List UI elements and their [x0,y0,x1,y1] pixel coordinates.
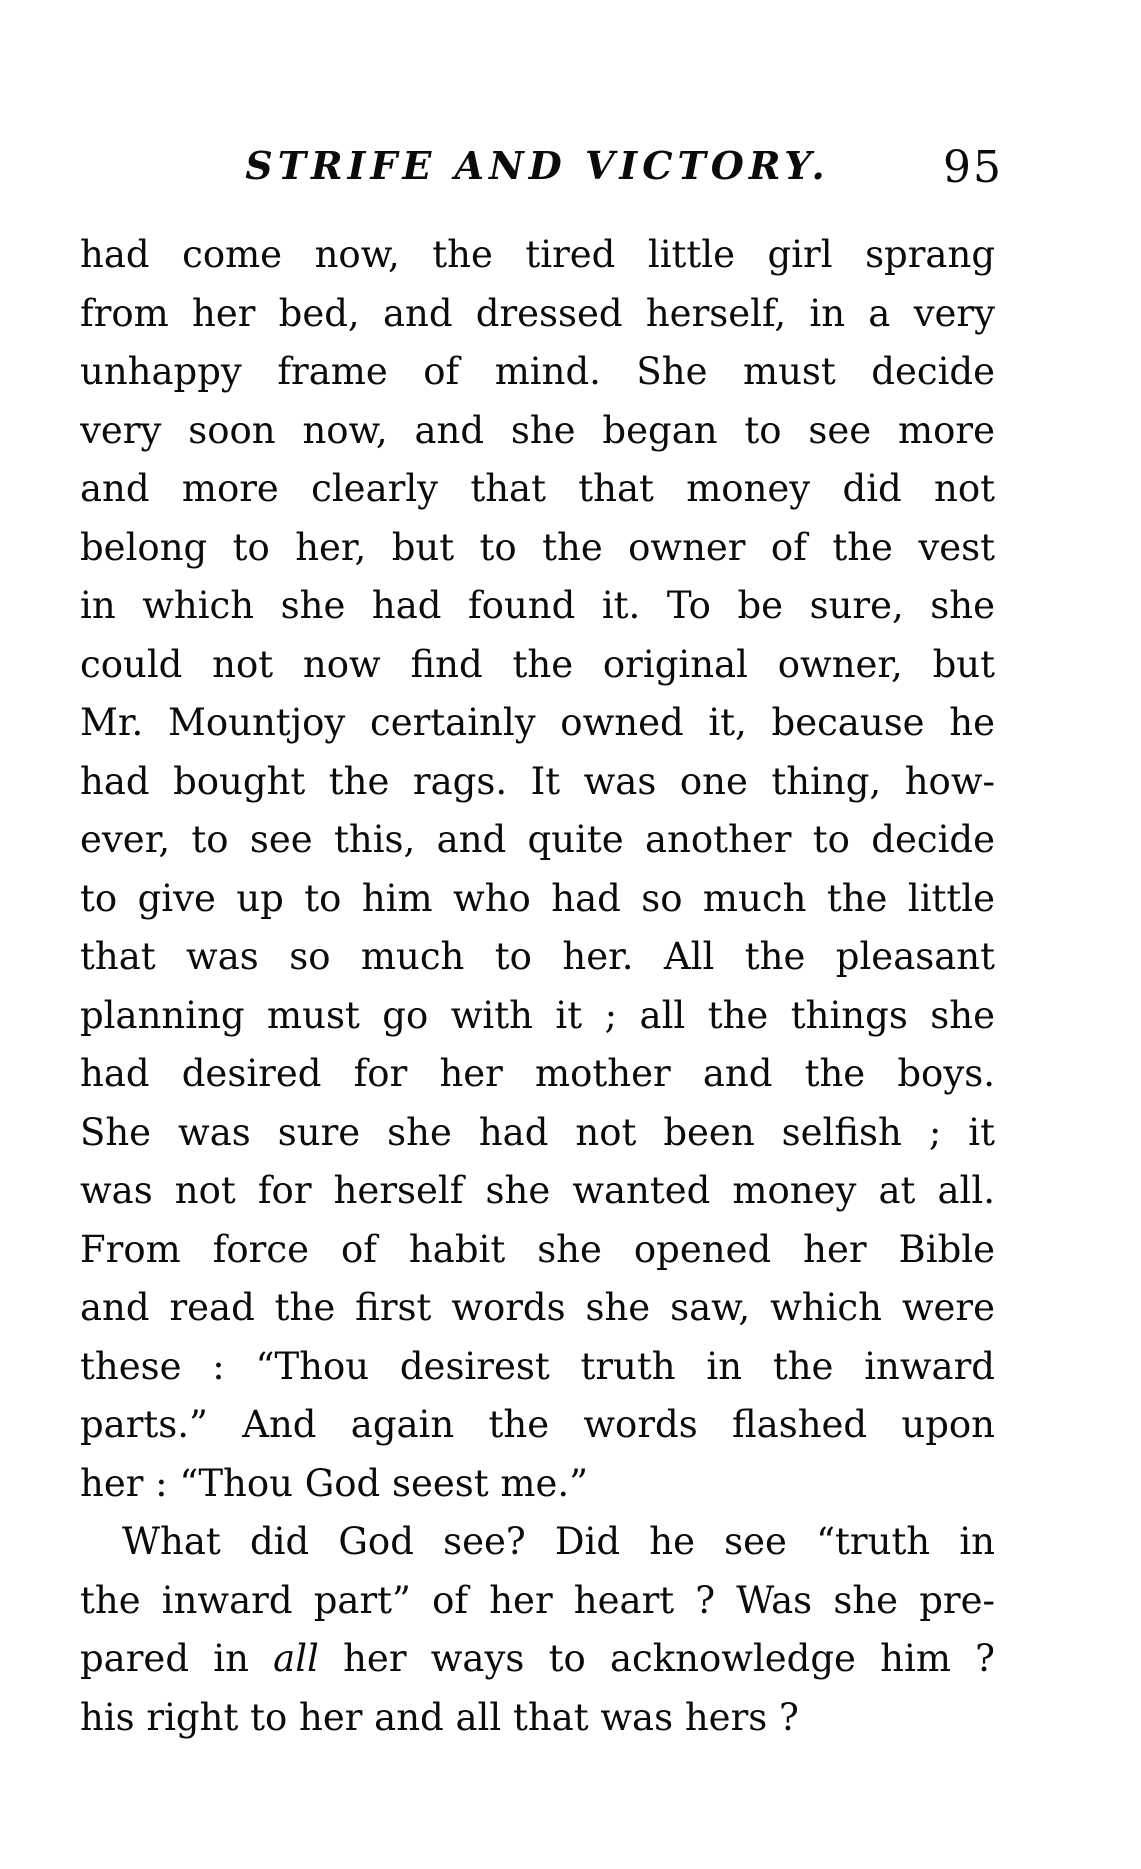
text-line [80,1338,995,1397]
text-line [80,226,995,285]
text-segment: What did God see? Did he see “truth in [122,1520,995,1563]
text-line [80,577,995,636]
text-line [80,870,995,929]
text-segment: pared in [80,1637,274,1680]
text-line [80,636,995,695]
text-segment: had come now, the tired little girl sprang [80,233,995,276]
text-segment: very soon now, and she began to see more [80,408,995,452]
text-segment: had desired for her mother and the boys. [80,1052,995,1095]
text-segment: ever, to see this, and quite another to decide [80,818,995,861]
text-line [80,1455,995,1514]
text-line [80,1104,995,1163]
text-segment: her ways to acknowledge him ? [318,1637,995,1680]
text-line [80,928,995,987]
text-line [80,1279,995,1338]
text-line [80,343,995,402]
text-segment: unhappy frame of mind. She must decide [80,350,995,393]
text-line [80,1045,995,1104]
text-segment: could not now find the original owner, but [80,642,995,686]
text-line [80,402,995,461]
text-line [80,519,995,578]
text-segment: had bought the rags. It was one thing, how- [80,759,995,803]
text-line [80,285,995,344]
text-line [80,811,995,870]
text-segment: She was sure she had not been selfish ; it [80,1110,995,1154]
italic-text: all [273,1637,319,1680]
text-line [80,460,995,519]
text-segment: to give up to him who had so much the little [80,876,995,920]
text-line [80,1396,995,1455]
text-segment: From force of habit she opened her Bible [80,1227,995,1271]
text-line [80,753,995,812]
text-segment: planning must go with it ; all the things she [80,993,995,1037]
text-segment: the inward part” of her heart ? Was she pre- [80,1578,995,1622]
page-number: 95 [943,142,1003,193]
text-segment: Mr. Mountjoy certainly owned it, because he [80,701,995,744]
text-line [80,694,995,753]
text-line [80,1689,995,1748]
text-segment: his right to her and all that was hers ? [80,1695,799,1739]
text-segment: parts.” And again the words flashed upon [80,1403,995,1446]
text-segment: in which she had found it. To be sure, she [80,584,995,627]
body-text [80,226,995,1747]
page-header [80,136,1003,206]
text-segment: from her bed, and dressed herself, in a very [80,291,995,335]
running-title: STRIFE AND VICTORY. [245,143,830,188]
text-line [80,1630,995,1689]
text-line [80,1162,995,1221]
text-segment: her : “Thou God seest me.” [80,1461,589,1505]
text-segment: these : “Thou desirest truth in the inward [80,1344,995,1388]
text-segment: belong to her, but to the owner of the vest [80,525,995,569]
text-segment: and more clearly that that money did not [80,467,995,510]
text-line [80,1572,995,1631]
text-line [80,1221,995,1280]
text-segment: and read the first words she saw, which were [80,1286,995,1329]
text-line [80,1513,995,1572]
text-segment: was not for herself she wanted money at all. [80,1169,995,1212]
text-segment: that was so much to her. All the pleasant [80,935,995,978]
text-line [80,987,995,1046]
